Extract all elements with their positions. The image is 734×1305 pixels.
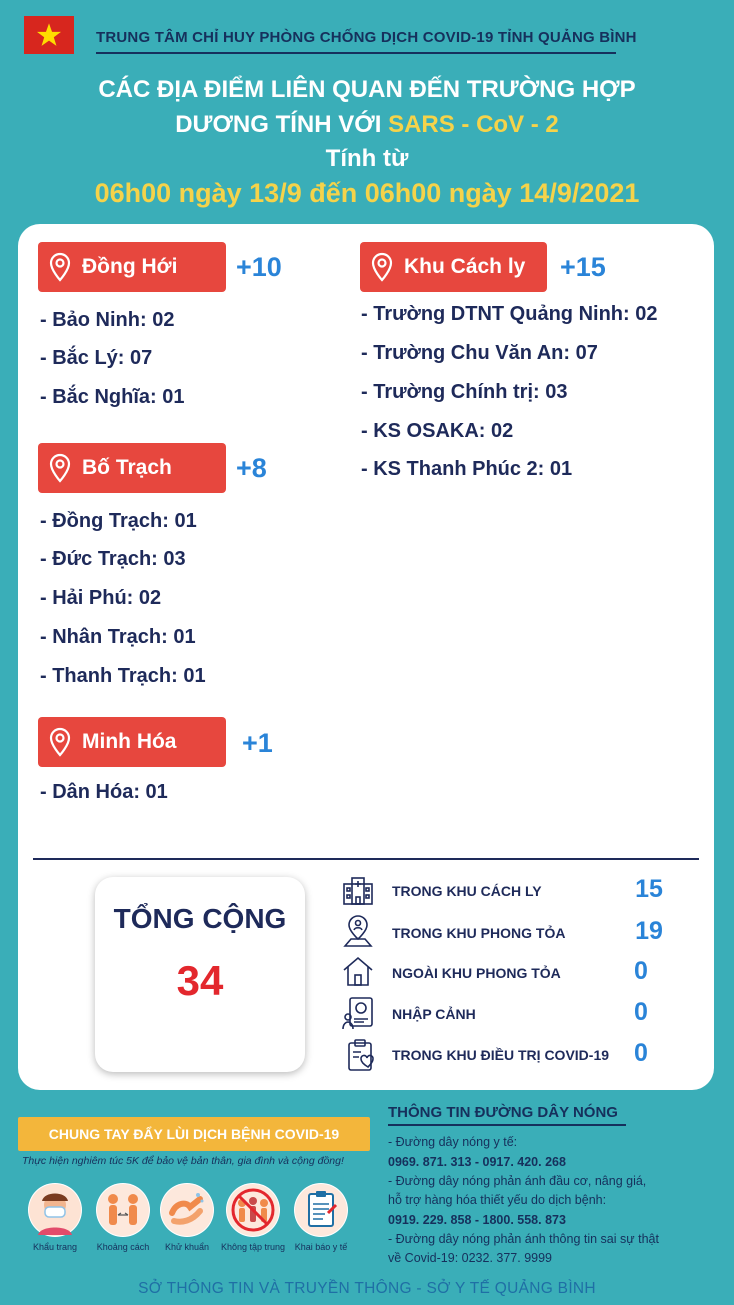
date-range: 06h00 ngày 13/9 đến 06h00 ngày 14/9/2021 <box>94 178 640 208</box>
area-pill-bo-trach <box>38 443 226 493</box>
location-pin-icon <box>38 727 82 757</box>
hotline-number: 0969. 871. 313 - 0917. 420. 268 <box>388 1155 566 1169</box>
list-item: - Đức Trạch: 03 <box>40 548 186 570</box>
area-delta: +8 <box>236 453 267 483</box>
area-name: Đồng Hới <box>82 255 178 278</box>
footer: SỞ THÔNG TIN VÀ TRUYỀN THÔNG - SỞ Y TẾ QUẢNG BÌNH <box>138 1280 596 1297</box>
area-pill-dong-hoi <box>38 242 226 292</box>
campaign-item-label: Khử khuẩn <box>164 1242 210 1252</box>
list-item: - Bảo Ninh: 02 <box>40 309 175 331</box>
area-pill-minh-hoa <box>38 717 226 767</box>
area-name: Minh Hóa <box>82 730 177 753</box>
total-box <box>95 877 305 1072</box>
list-item: - Nhân Trạch: 01 <box>40 626 196 648</box>
location-pin-icon <box>38 453 82 483</box>
hotline-title: THÔNG TIN ĐƯỜNG DÂY NÓNG <box>388 1104 618 1121</box>
title-line-1: CÁC ĐỊA ĐIỂM LIÊN QUAN ĐẾN TRƯỜNG HỢP <box>98 76 636 103</box>
list-item: - KS OSAKA: 02 <box>361 420 514 442</box>
campaign-item-label: Khoảng cách <box>96 1242 150 1252</box>
area-delta: +1 <box>242 728 273 758</box>
area-name: Bố Trạch <box>82 456 172 479</box>
summary-value: 15 <box>635 875 663 903</box>
title-line-3: Tính từ <box>325 145 409 172</box>
summary-value: 19 <box>635 917 663 945</box>
hospital-icon <box>340 872 376 908</box>
vietnam-flag-icon <box>24 16 74 54</box>
location-person-icon <box>340 913 376 949</box>
campaign-subtitle: Thực hiện nghiêm túc 5K để bảo vệ bản thân, gia đình và cộng đồng! <box>22 1155 344 1167</box>
list-item: - Hải Phú: 02 <box>40 587 162 609</box>
handwash-icon <box>160 1183 214 1237</box>
area-delta: +15 <box>560 252 606 282</box>
area-delta: +10 <box>236 252 282 282</box>
summary-label: TRONG KHU PHONG TỎA <box>392 925 566 941</box>
passport-icon <box>340 995 376 1031</box>
list-item: - Bắc Nghĩa: 01 <box>40 386 185 408</box>
mask-icon <box>28 1183 82 1237</box>
list-item: - Dân Hóa: 01 <box>40 781 168 803</box>
area-pill-khu-cach-ly <box>360 242 547 292</box>
summary-label: TRONG KHU ĐIỀU TRỊ COVID-19 <box>392 1047 610 1063</box>
location-pin-icon <box>38 252 82 282</box>
org-underline <box>96 52 616 54</box>
clipboard-heart-icon <box>344 1037 380 1073</box>
hotline-line: - Đường dây nóng y tế: <box>388 1135 518 1149</box>
divider <box>33 858 699 860</box>
list-item: - Trường Chính trị: 03 <box>361 381 568 403</box>
list-item: - KS Thanh Phúc 2: 01 <box>361 458 573 480</box>
total-value: 34 <box>176 957 224 1004</box>
campaign-item-label: Không tập trung <box>220 1242 286 1252</box>
hotline-number: 0919. 229. 858 - 1800. 558. 873 <box>388 1213 566 1227</box>
no-gathering-icon <box>226 1183 280 1237</box>
list-item: - Thanh Trạch: 01 <box>40 665 206 687</box>
hotline-line: - Đường dây nóng phản ánh thông tin sai sự thật <box>388 1232 659 1246</box>
location-pin-icon <box>360 252 404 282</box>
hotline-line: về Covid-19: 0232. 377. 9999 <box>388 1251 553 1265</box>
sars-cov-2-label: SARS - CoV - 2 <box>388 111 559 138</box>
organization-name: TRUNG TÂM CHỈ HUY PHÒNG CHỐNG DỊCH COVID-19 TỈNH QUẢNG BÌNH <box>96 29 637 46</box>
campaign-item-label: Khẩu trang <box>32 1242 78 1252</box>
distance-icon <box>96 1183 150 1237</box>
summary-value: 0 <box>634 998 648 1026</box>
summary-label: NHẬP CẢNH <box>392 1006 476 1022</box>
health-declaration-icon <box>294 1183 348 1237</box>
campaign-banner: CHUNG TAY ĐẨY LÙI DỊCH BỆNH COVID-19 <box>18 1117 370 1151</box>
hotline-underline <box>388 1124 626 1126</box>
summary-value: 0 <box>634 957 648 985</box>
summary-value: 0 <box>634 1039 648 1067</box>
hotline-line: hỗ trợ hàng hóa thiết yếu do dịch bệnh: <box>388 1193 607 1207</box>
title-line-2: DƯƠNG TÍNH VỚI SARS - CoV - 2 <box>175 111 559 138</box>
hotline-line: - Đường dây nóng phản ánh đầu cơ, nâng giá, <box>388 1174 647 1188</box>
total-label: TỔNG CỘNG <box>113 903 287 934</box>
list-item: - Trường DTNT Quảng Ninh: 02 <box>361 303 658 325</box>
house-icon <box>340 953 376 989</box>
campaign-item-label: Khai báo y tế <box>294 1242 348 1252</box>
area-name: Khu Cách ly <box>404 255 526 278</box>
summary-label: TRONG KHU CÁCH LY <box>392 883 542 899</box>
summary-label: NGOÀI KHU PHONG TỎA <box>392 965 561 981</box>
list-item: - Đồng Trạch: 01 <box>40 510 197 532</box>
list-item: - Trường Chu Văn An: 07 <box>361 342 598 364</box>
list-item: - Bắc Lý: 07 <box>40 347 153 369</box>
